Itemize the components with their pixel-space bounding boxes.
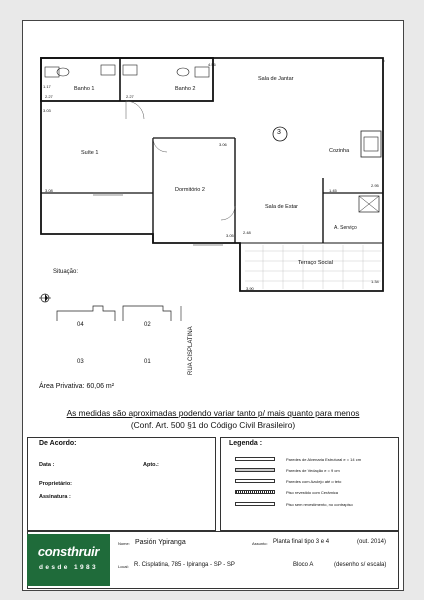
unit-marker: 3: [277, 129, 281, 136]
dim-295: 2.95: [371, 183, 379, 188]
dim-308: 3.08: [45, 188, 53, 193]
dim-456: 4.56: [208, 62, 216, 67]
agreement-title: De Acordo:: [39, 440, 77, 447]
dim-248: 2.48: [243, 230, 251, 235]
legend-box: [220, 437, 399, 531]
tower-04: 04: [77, 322, 84, 328]
dim-145: 1.45: [329, 188, 337, 193]
room-suite1: Suíte 1: [81, 150, 99, 156]
room-terraco-social: Terraço Social: [298, 260, 333, 266]
room-banho1: Banho 1: [74, 86, 95, 92]
dim-117: 1.17: [43, 84, 51, 89]
measurement-note: As medidas são aproximadas podendo variar tanto p/ mais quanto para menos: [66, 408, 360, 418]
private-area: Área Privativa: 60,06 m²: [39, 383, 115, 390]
floor-plan-sheet: [22, 20, 404, 591]
block: Bloco A: [293, 562, 314, 568]
room-sala-jantar: Sala de Jantar: [258, 76, 294, 82]
project-name: Pasión Ypiranga: [135, 539, 186, 546]
tower-03: 03: [77, 359, 84, 365]
tower-02: 02: [144, 322, 151, 328]
owner-label: Proprietário:: [39, 481, 73, 487]
dim-303: 3.03: [43, 108, 51, 113]
room-a-servico: A. Serviço: [334, 225, 357, 231]
date-label: Data :: [39, 462, 55, 468]
legend-item-3: Paredes com Azulejo até o teto: [286, 479, 342, 484]
legend-swatch-structural: [235, 457, 275, 461]
dim-306: 3.06: [219, 142, 227, 147]
legend-item-5: Piso sem revestimento, no contrapiso: [286, 502, 353, 507]
room-dormitorio2: Dormitório 2: [175, 187, 205, 193]
nome-label: Nome:: [118, 541, 130, 546]
local-label: Local:: [118, 564, 129, 569]
company-logo: consthruir desde 1983: [27, 534, 110, 586]
apto-label: Apto.:: [143, 462, 159, 468]
room-banho2: Banho 2: [175, 86, 196, 92]
dim-134: 1.34: [371, 279, 379, 284]
scale-note: (desenho s/ escala): [334, 562, 387, 568]
legend-item-1: Paredes de Alvenaria Estrutural e = 14 cm: [286, 457, 362, 462]
dim-390: 3.90: [246, 286, 254, 291]
legend-swatch-tile-wall: [235, 479, 275, 483]
plan-date: (out. 2014): [357, 539, 387, 545]
dim-305: 3.05: [226, 233, 234, 238]
legend-item-2: Paredes de Vedação e = 9 cm: [286, 468, 340, 473]
legend-swatch-partition: [235, 468, 275, 472]
location: R. Cisplatina, 785 - Ipiranga - SP - SP: [134, 562, 235, 568]
situation-title: Situação:: [53, 269, 79, 275]
legend-item-4: Piso revestido com Cerâmica: [286, 490, 339, 495]
plan-subject: Planta final tipo 3 e 4: [273, 539, 330, 545]
legend-title: Legenda :: [229, 440, 263, 447]
dim-227a: 2.27: [45, 94, 53, 99]
tower-01: 01: [144, 359, 151, 365]
signature-label: Assinatura :: [39, 494, 71, 500]
room-sala-estar: Sala de Estar: [265, 204, 299, 210]
street-name: RUA CISPLATINA: [188, 326, 194, 375]
room-cozinha: Cozinha: [329, 148, 350, 154]
legend-swatch-no-finish: [235, 502, 275, 506]
assunto-label: Assunto:: [252, 541, 268, 546]
dim-227b: 2.27: [126, 94, 134, 99]
civil-code-note: (Conf. Art. 500 §1 do Código Civil Brasileiro): [130, 420, 296, 430]
legend-swatch-ceramic: [235, 490, 275, 494]
